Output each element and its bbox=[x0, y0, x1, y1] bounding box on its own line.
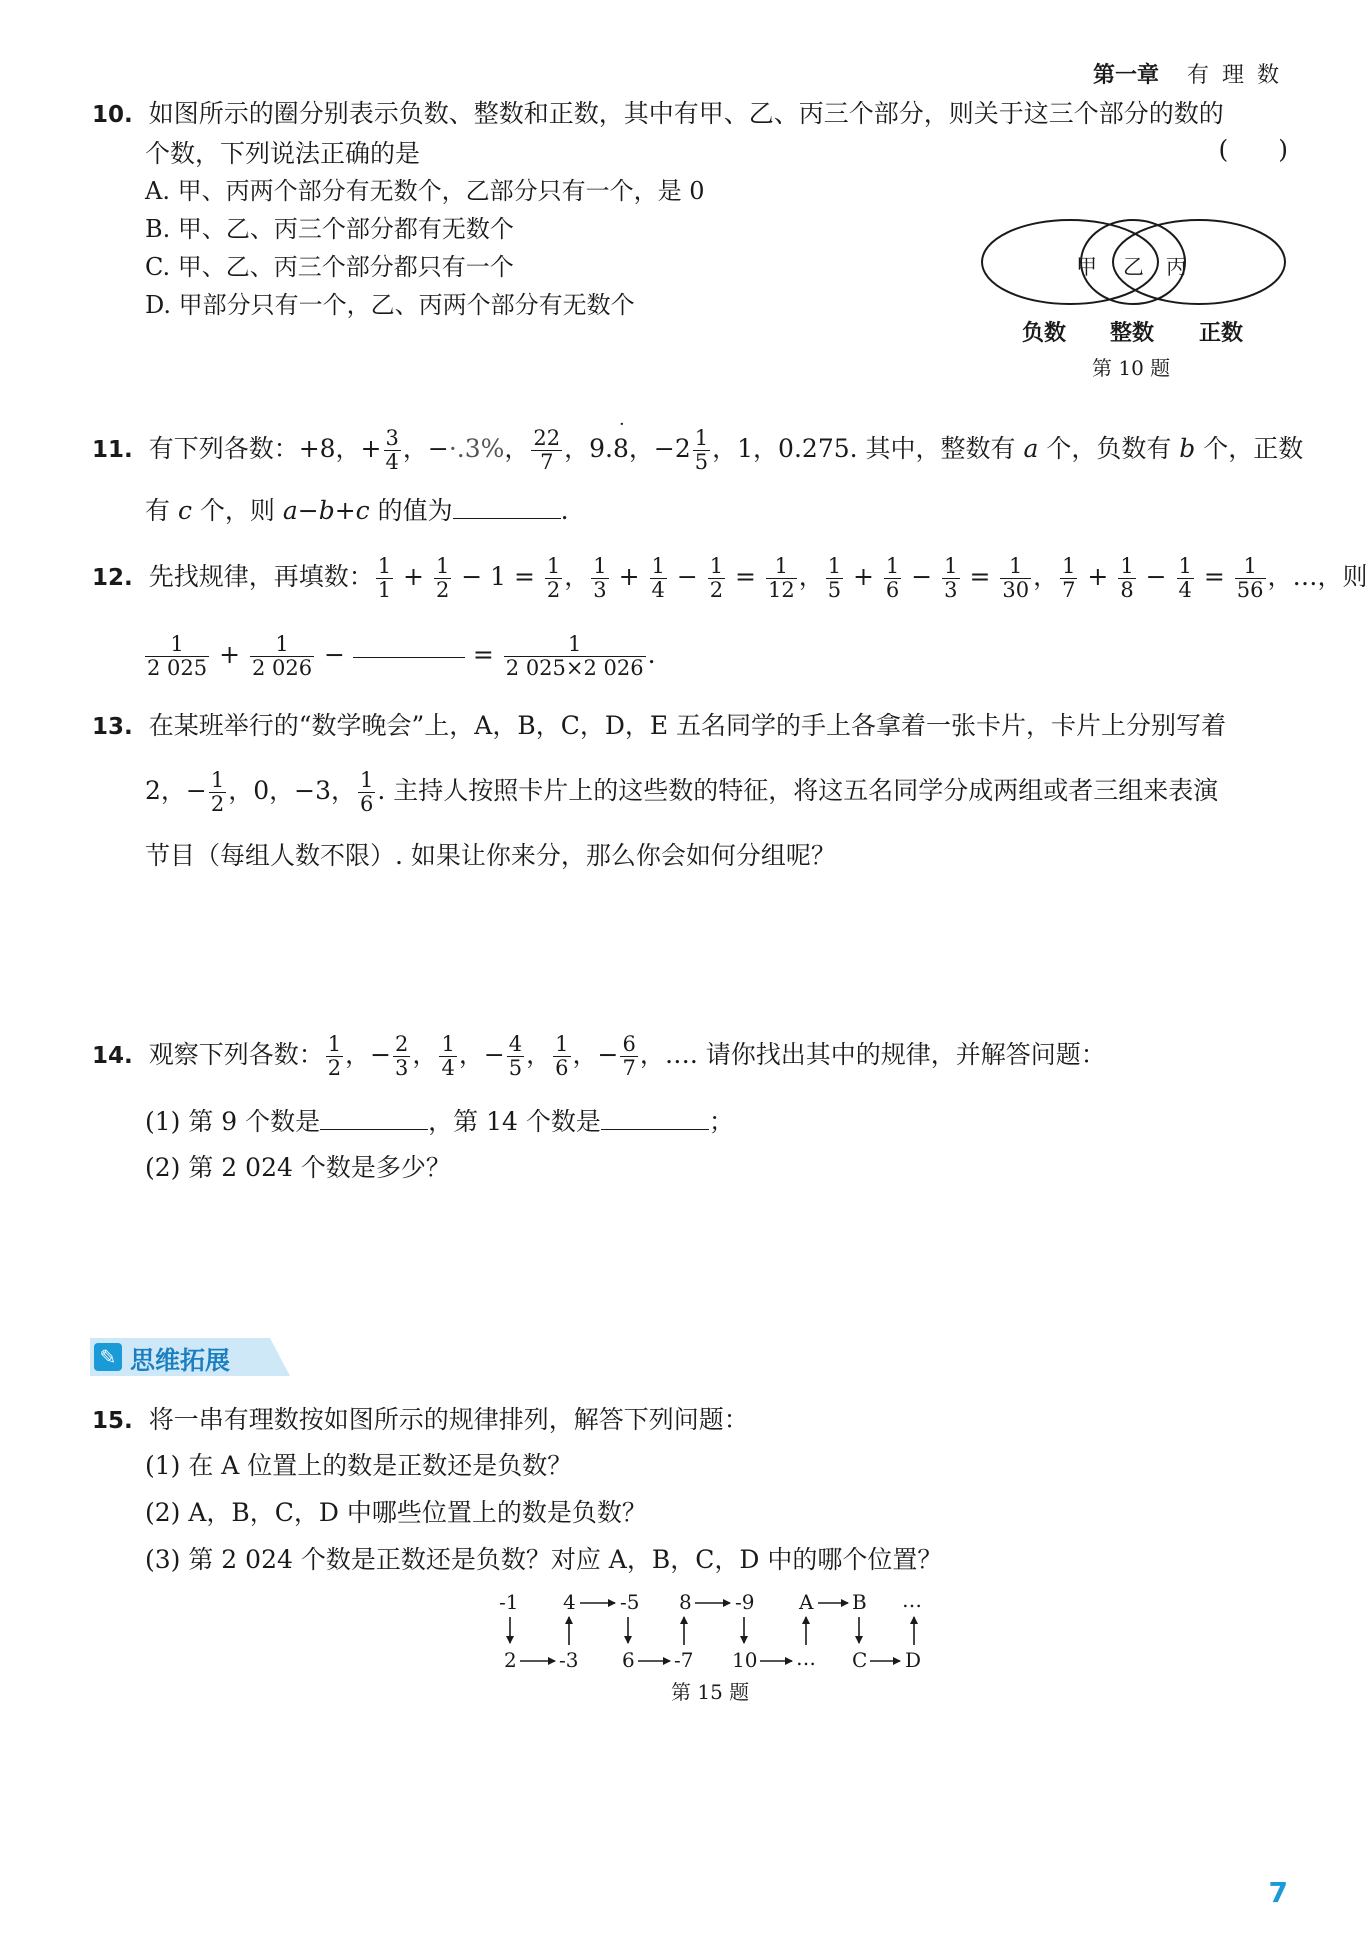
q12-minus: − bbox=[903, 562, 941, 591]
q12-sep: ， bbox=[798, 562, 824, 591]
q12-equals: = bbox=[727, 562, 764, 591]
q15-line1 bbox=[92, 1404, 749, 1437]
q12-eq3-frac-b: $\frac{1}{6}$ bbox=[885, 554, 900, 602]
q12-eq4-frac-c: $\frac{1}{4}$ bbox=[1178, 554, 1192, 602]
q12-eq4-frac-r: $\frac{1}{56}$ bbox=[1236, 554, 1264, 602]
chapter-header bbox=[1093, 58, 1282, 89]
q14-term-4: $\frac{4}{5}$ bbox=[508, 1032, 523, 1080]
q11-seg4: ，9. bbox=[564, 434, 614, 463]
seq-bottom-1: 2 bbox=[504, 1648, 517, 1672]
q11-line1 bbox=[92, 414, 1304, 475]
q15-sub3: (3) 第 2 024 个数是正数还是负数？对应 A，B，C，D 中的哪个位置？ bbox=[145, 1545, 943, 1574]
q10-text1: 如图所示的圈分别表示负数、整数和正数，其中有甲、乙、丙三个部分，则关于这三个部分的数的 bbox=[148, 99, 1224, 128]
q10-line2 bbox=[145, 138, 420, 170]
pencil-icon: ✎ bbox=[94, 1343, 122, 1371]
q10-option-c: C. 甲、乙、丙三个部分都只有一个 bbox=[145, 253, 514, 281]
q12-eq2-frac-b: $\frac{1}{4}$ bbox=[651, 554, 665, 602]
chapter-title: 有 理 数 bbox=[1187, 63, 1282, 88]
region-jia: 甲 bbox=[1076, 255, 1097, 279]
q14-sep: ， bbox=[526, 1040, 552, 1069]
q10-option-b: B. 甲、乙、丙三个部分都有无数个 bbox=[145, 215, 514, 243]
q10-caption: 第 10 题 bbox=[1092, 356, 1171, 380]
q12-eq1-c: 1 bbox=[490, 562, 507, 591]
q12-line1 bbox=[92, 552, 1368, 603]
q15-sub1: (1) 在 A 位置上的数是正数还是负数？ bbox=[145, 1451, 573, 1480]
q13-seg1: 2，− bbox=[145, 776, 207, 805]
label-negative: 负数 bbox=[1022, 321, 1067, 346]
q11-l2-seg1: 有 bbox=[145, 496, 178, 525]
q11-frac-1-5: $\frac{1}{5}$ bbox=[694, 426, 709, 474]
q11-seg6: ，1，0.275. 其中，整数有 bbox=[712, 434, 1024, 463]
q14-sep: ， bbox=[412, 1040, 438, 1069]
q11-expression: a−b+c bbox=[282, 496, 370, 525]
q12-eq1-frac-r: $\frac{1}{2}$ bbox=[546, 554, 561, 602]
q12-line2: $\frac{1}{2 025}$ + $\frac{1}{2 026}$ − = $\frac{1}{2 025\times 2 026}$ . bbox=[147, 632, 656, 680]
q12-equals: = bbox=[961, 562, 999, 591]
q11-number: 11. bbox=[92, 437, 133, 463]
seq-bottom-8: D bbox=[905, 1648, 922, 1672]
q14-sep: ，− bbox=[345, 1040, 392, 1069]
q15-number: 15. bbox=[92, 1408, 133, 1434]
region-bing: 丙 bbox=[1166, 255, 1187, 279]
section-title: 思维拓展 bbox=[130, 1346, 231, 1375]
q12-plus: + bbox=[845, 562, 882, 591]
q12-plus: + bbox=[395, 562, 432, 591]
q13-line3: 节目（每组人数不限）. 如果让你来分，那么你会如何分组呢？ bbox=[145, 841, 836, 870]
q12-eq2-frac-c: $\frac{1}{2}$ bbox=[709, 554, 724, 602]
q14-sequence bbox=[324, 1032, 640, 1080]
q13-text1: 在某班举行的“数学晚会”上，A，B，C，D，E 五名同学的手上各拿着一张卡片，卡片上分别写着 bbox=[148, 711, 1227, 740]
section-banner bbox=[90, 1338, 290, 1376]
label-positive: 正数 bbox=[1199, 321, 1244, 346]
seq-top-6: A bbox=[799, 1590, 814, 1614]
q12-eq1-frac-a: $\frac{1}{1}$ bbox=[377, 554, 392, 602]
q10-number: 10. bbox=[92, 102, 133, 128]
seq-bottom-4: -7 bbox=[674, 1648, 694, 1672]
q11-seg1: 有下列各数：+8，+ bbox=[148, 434, 382, 463]
seq-bottom-6: … bbox=[796, 1646, 816, 1670]
q14-term-6: $\frac{6}{7}$ bbox=[622, 1032, 636, 1080]
q10-option-d: D. 甲部分只有一个，乙、丙两个部分有无数个 bbox=[145, 291, 635, 319]
q12-plus: + bbox=[610, 562, 648, 591]
q12-eq4-frac-a: $\frac{1}{7}$ bbox=[1062, 554, 1076, 602]
seq-top-7: B bbox=[852, 1590, 867, 1614]
q14-sep: ，− bbox=[572, 1040, 619, 1069]
q14-sub1-seg1: (1) 第 9 个数是 bbox=[145, 1107, 321, 1136]
q12-eq3-frac-c: $\frac{1}{3}$ bbox=[944, 554, 958, 602]
q12-eq2-frac-r: $\frac{1}{12}$ bbox=[767, 554, 795, 602]
seq-bottom-3: 6 bbox=[622, 1648, 635, 1672]
seq-top-3: -5 bbox=[620, 1590, 640, 1614]
q14-tail: ，…. 请你找出其中的规律，并解答问题： bbox=[639, 1040, 1106, 1069]
q14-term-1: $\frac{1}{2}$ bbox=[327, 1032, 342, 1080]
q14-term-5: $\frac{1}{6}$ bbox=[555, 1032, 569, 1080]
seq-top-4: 8 bbox=[679, 1590, 692, 1614]
q13-number: 13. bbox=[92, 714, 133, 740]
q11-seg3: ， bbox=[504, 434, 530, 463]
q14-number: 14. bbox=[92, 1043, 133, 1069]
q11-seg2: ，− bbox=[402, 434, 449, 463]
q12-equations bbox=[374, 554, 1268, 602]
q14-term-3: $\frac{1}{4}$ bbox=[441, 1032, 455, 1080]
q11-frac-3-4: $\frac{3}{4}$ bbox=[385, 426, 399, 474]
q14-term-2: $\frac{2}{3}$ bbox=[395, 1032, 409, 1080]
q12-tail: ，…，则 bbox=[1267, 562, 1368, 591]
q11-answer-blank[interactable] bbox=[453, 498, 561, 519]
q12-minus: − bbox=[668, 562, 706, 591]
q11-smudged-number: ·.3% bbox=[448, 434, 505, 463]
q14-sub2: (2) 第 2 024 个数是多少？ bbox=[145, 1153, 451, 1182]
var-b: b bbox=[1179, 434, 1196, 463]
q13-line1 bbox=[92, 710, 1226, 743]
q12-sep: ， bbox=[564, 562, 590, 591]
q12-answer-blank[interactable] bbox=[353, 656, 465, 658]
seq-top-2: 4 bbox=[563, 1590, 576, 1614]
region-yi: 乙 bbox=[1123, 255, 1144, 279]
seq-bottom-7: C bbox=[852, 1648, 868, 1672]
q10-text2: 个数，下列说法正确的是 bbox=[145, 139, 421, 168]
q13-seg3: . 主持人按照卡片上的这些数的特征，将这五名同学分成两组或者三组来表演 bbox=[377, 776, 1219, 805]
q13-seg2: ，0，−3， bbox=[228, 776, 356, 805]
q13-frac-1-6: $\frac{1}{6}$ bbox=[360, 768, 374, 816]
q14-sub1-seg3: ； bbox=[708, 1107, 734, 1136]
page-number: 7 bbox=[1268, 1876, 1288, 1909]
q12-number: 12. bbox=[92, 565, 133, 591]
q11-l2-seg2: 个，则 bbox=[191, 496, 283, 525]
q11-repeating-digit: 8 · bbox=[613, 414, 629, 463]
q10-option-a: A. 甲、丙两个部分有无数个，乙部分只有一个，是 0 bbox=[145, 177, 705, 205]
q12-plus: + bbox=[1079, 562, 1117, 591]
label-integer: 整数 bbox=[1110, 321, 1155, 346]
seq-top-8: … bbox=[902, 1588, 922, 1612]
seq-bottom-2: -3 bbox=[559, 1648, 579, 1672]
var-a: a bbox=[1023, 434, 1039, 463]
q15-sub2: (2) A，B，C，D 中哪些位置上的数是负数？ bbox=[145, 1498, 647, 1527]
q13-frac-1-2: $\frac{1}{2}$ bbox=[210, 768, 225, 816]
q12-equals: = bbox=[506, 562, 543, 591]
q11-seg5: ，−2 bbox=[628, 434, 691, 463]
q11-seg8: 个，正数 bbox=[1195, 434, 1304, 463]
q14-sub1-seg2: ，第 14 个数是 bbox=[428, 1107, 601, 1136]
q12-minus: − bbox=[1137, 562, 1175, 591]
seq-top-1: -1 bbox=[499, 1590, 519, 1614]
q14-line1 bbox=[92, 1030, 1106, 1081]
q12-final-frac-b: $\frac{1}{2 026}$ bbox=[251, 632, 313, 680]
q12-equals: = bbox=[1195, 562, 1233, 591]
q14-sub1 bbox=[145, 1106, 734, 1138]
q12-sep: ， bbox=[1033, 562, 1059, 591]
q11-frac-22-7: $\frac{22}{7}$ bbox=[533, 426, 561, 474]
q12-eq3-frac-r: $\frac{1}{30}$ bbox=[1002, 554, 1030, 602]
q14-blank-14th[interactable] bbox=[601, 1109, 709, 1130]
q11-seg7: 个，负数有 bbox=[1038, 434, 1180, 463]
q12-final-frac-r: $\frac{1}{2 025\times 2 026}$ bbox=[505, 632, 644, 680]
q12-eq2-frac-a: $\frac{1}{3}$ bbox=[593, 554, 607, 602]
q12-eq3-frac-a: $\frac{1}{5}$ bbox=[827, 554, 842, 602]
q11-line2 bbox=[145, 495, 569, 527]
q12-final-frac-a: $\frac{1}{2 025}$ bbox=[147, 632, 208, 680]
var-c: c bbox=[177, 496, 192, 525]
q10-line1 bbox=[92, 98, 1224, 131]
q14-intro: 观察下列各数： bbox=[148, 1040, 324, 1069]
q12-minus: − bbox=[453, 562, 491, 591]
q12-intro: 先找规律，再填数： bbox=[148, 562, 374, 591]
q14-sep: ，− bbox=[458, 1040, 505, 1069]
q12-eq1-frac-b: $\frac{1}{2}$ bbox=[435, 554, 450, 602]
q11-l2-seg3: 的值为 bbox=[369, 496, 453, 525]
q14-blank-9th[interactable] bbox=[320, 1109, 428, 1130]
q15-text1: 将一串有理数按如图所示的规律排列，解答下列问题： bbox=[148, 1405, 749, 1434]
q11-end: . bbox=[560, 496, 569, 525]
seq-top-5: -9 bbox=[735, 1590, 755, 1614]
q15-caption: 第 15 题 bbox=[671, 1680, 750, 1704]
q13-line2 bbox=[145, 766, 1218, 816]
chapter-number: 第一章 bbox=[1092, 63, 1159, 88]
q10-answer-paren: ( ) bbox=[1218, 135, 1288, 164]
q12-eq4-frac-b: $\frac{1}{8}$ bbox=[1120, 554, 1134, 602]
seq-bottom-5: 10 bbox=[732, 1648, 758, 1672]
